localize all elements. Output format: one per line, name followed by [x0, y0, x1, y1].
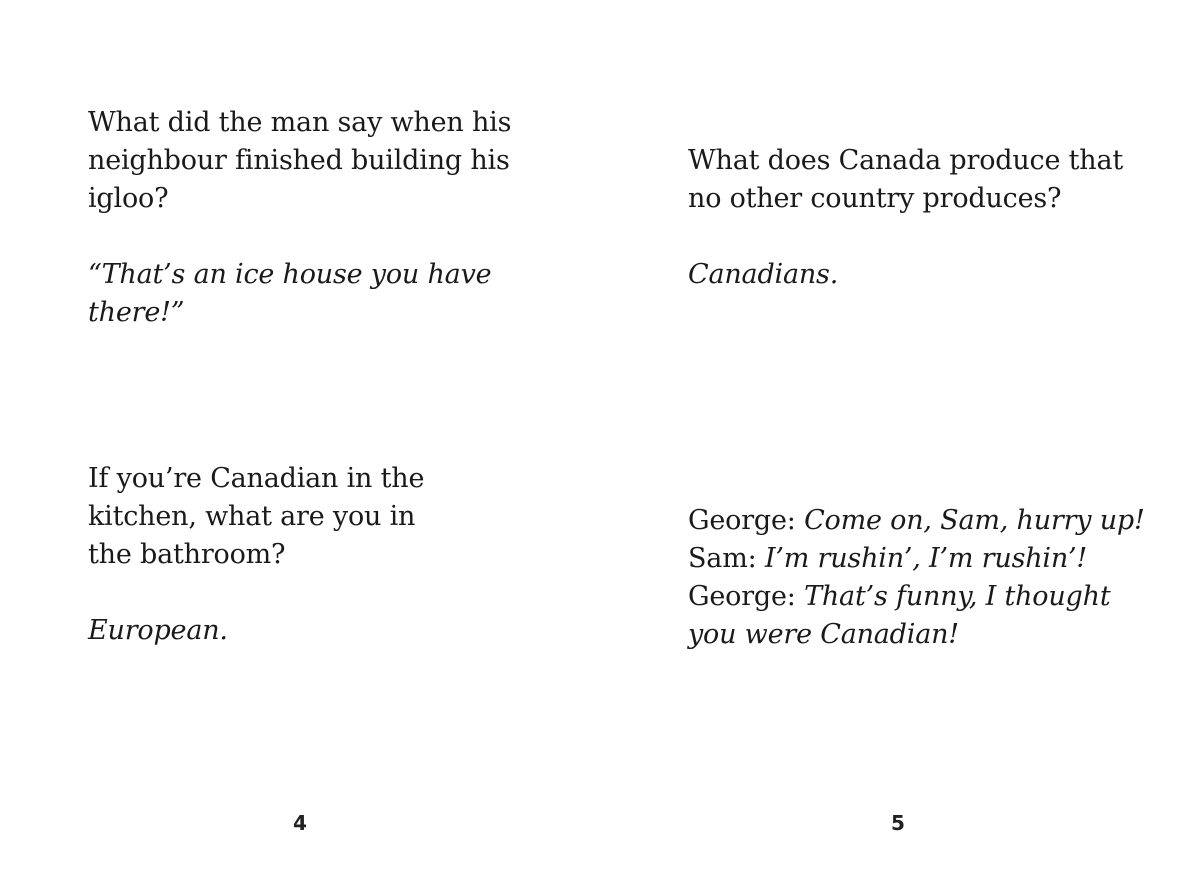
question-line: neighbour finished building his	[88, 145, 510, 176]
dialogue-speech: That’s funny, I thought	[804, 581, 1111, 612]
question-line: What does Canada produce that	[688, 145, 1124, 176]
joke-answer	[88, 612, 558, 650]
dialogue-speaker: George:	[688, 505, 796, 536]
dialogue-line	[688, 502, 1188, 540]
question-line: the bathroom?	[88, 539, 286, 570]
dialogue-speaker: Sam:	[688, 543, 757, 574]
dialogue-line	[688, 578, 1188, 616]
question-line: no other country produces?	[688, 183, 1062, 214]
dialogue-speech: I’m rushin’, I’m rushin’!	[764, 543, 1088, 574]
dialogue-line	[688, 616, 1188, 654]
answer-line: there!”	[88, 297, 185, 328]
dialogue-speech: Come on, Sam, hurry up!	[804, 505, 1145, 536]
dialogue-speech: you were Canadian!	[688, 619, 959, 650]
joke-dialogue	[688, 502, 1188, 654]
page-number: 4	[293, 811, 307, 835]
answer-line: European.	[88, 615, 228, 646]
answer-line: “That’s an ice house you have	[88, 259, 492, 290]
joke-question	[688, 142, 1158, 218]
joke-bathroom	[88, 460, 558, 650]
joke-question	[88, 460, 558, 574]
question-line: kitchen, what are you in	[88, 501, 416, 532]
question-line: What did the man say when his	[88, 107, 512, 138]
page-number: 5	[891, 811, 905, 835]
joke-canada-produce	[688, 142, 1158, 294]
answer-line: Canadians.	[688, 259, 839, 290]
right-page	[600, 0, 1200, 872]
joke-question	[88, 104, 558, 218]
dialogue-speaker: George:	[688, 581, 796, 612]
question-line: igloo?	[88, 183, 169, 214]
joke-igloo	[88, 104, 558, 332]
question-line: If you’re Canadian in the	[88, 463, 425, 494]
joke-answer	[688, 256, 1158, 294]
dialogue	[688, 502, 1188, 654]
dialogue-line	[688, 540, 1188, 578]
joke-answer	[88, 256, 558, 332]
